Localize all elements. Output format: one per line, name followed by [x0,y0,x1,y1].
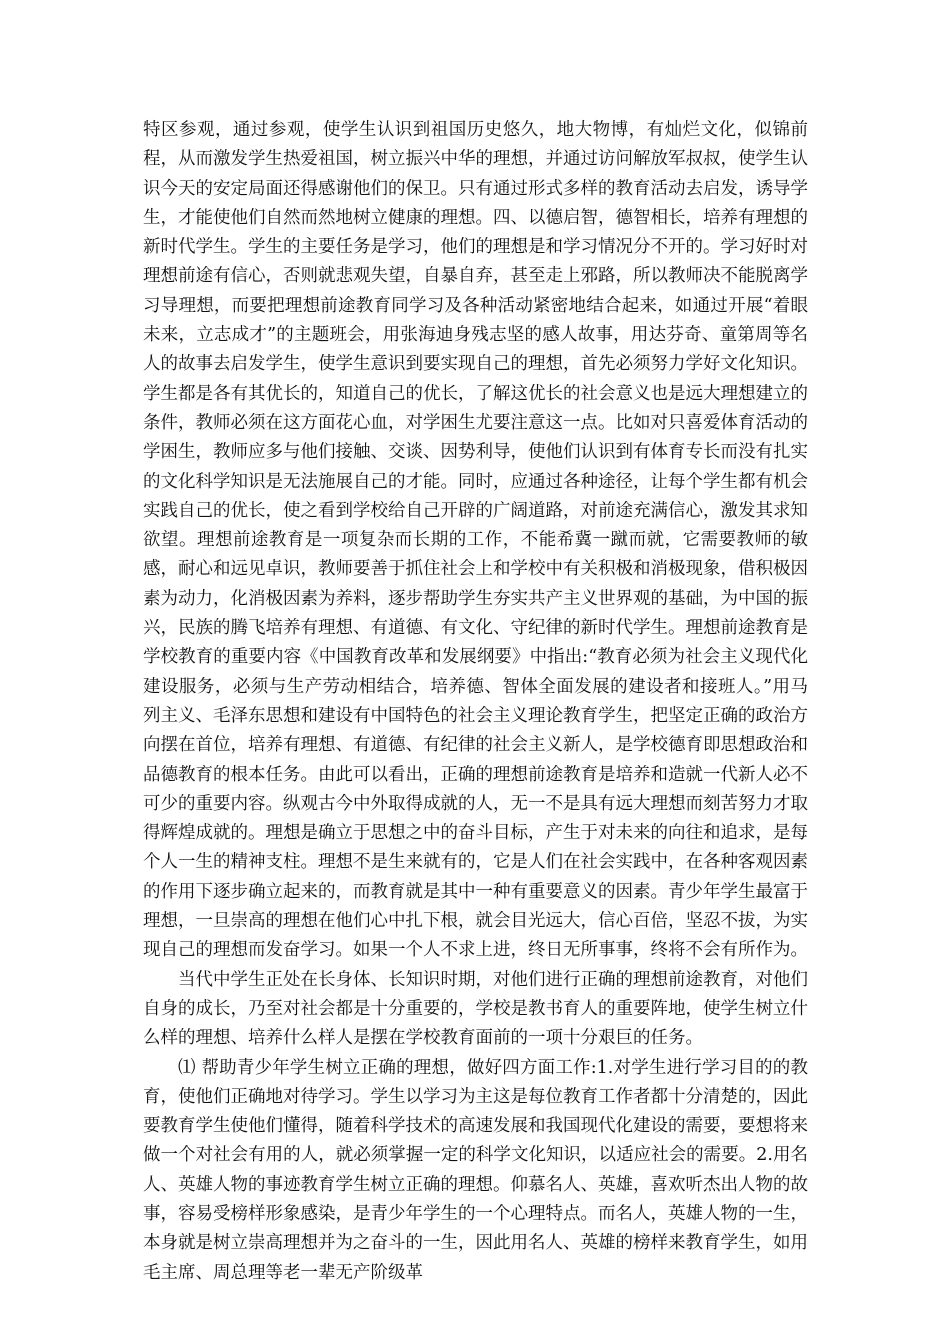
paragraph-3: ⑴ 帮助青少年学生树立正确的理想，做好四方面工作:1.对学生进行学习目的的教育，使他们正确地对待学习。学生以学习为主这是每位教育工作者都十分清楚的，因此要教育学生使他们懂得，随着科学技术的高速发展和我国现代化建设的需要，要想将来做一个对社会有用的人，就必须掌握一定的科学文化知识，以适应社会的需要。2.用名人、英雄人物的事迹教育学生树立正确的理想。仰慕名人、英雄，喜欢听杰出人物的故事，容易受榜样形象感染，是青少年学生的一个心理特点。而名人，英雄人物的一生，本身就是树立崇高理想并为之奋斗的一生，因此用名人、英雄的榜样来教育学生，如用毛主席、周总理等老一辈无产阶级革 [143,1057,808,1283]
paragraph-2: 当代中学生正处在长身体、长知识时期，对他们进行正确的理想前途教育，对他们自身的成长，乃至对社会都是十分重要的，学校是教书育人的重要阵地，使学生树立什么样的理想、培养什么样人是摆在学校教育面前的一项十分艰巨的任务。 [143,969,808,1049]
document-body [143,116,808,1288]
paragraph-1: 特区参观，通过参观，使学生认识到祖国历史悠久，地大物博，有灿烂文化，似锦前程，从而激发学生热爱祖国，树立振兴中华的理想，并通过访问解放军叔叔，使学生认识今天的安定局面还得感谢他们的保卫。只有通过形式多样的教育活动去启发，诱导学生，才能使他们自然而然地树立健康的理想。四、以德启智，德智相长，培养有理想的新时代学生。学生的主要任务是学习，他们的理想是和学习情况分不开的。学习好时对理想前途有信心，否则就悲观失望，自暴自弃，甚至走上邪路，所以教师决不能脱离学习导理想，而要把理想前途教育同学习及各种活动紧密地结合起来，如通过开展“着眼未来，立志成才”的主题班会，用张海迪身残志坚的感人故事，用达芬奇、童第周等名人的故事去启发学生，使学生意识到要实现自己的理想，首先必须努力学好文化知识。学生都是各有其优长的，知道自己的优长，了解这优长的社会意义也是远大理想建立的条件，教师必须在这方面花心血，对学困生尤要注意这一点。比如对只喜爱体育活动的学困生，教师应多与他们接触、交谈、因势利导，使他们认识到有体育专长而没有扎实的文化科学知识是无法施展自己的才能。同时，应通过各种途径，让每个学生都有机会实践自己的优长，使之看到学校给自己开辟的广阔道路，对前途充满信心，激发其求知欲望。理想前途教育是一项复杂而长期的工作，不能希冀一蹴而就，它需要教师的敏感，耐心和远见卓识，教师要善于抓住社会上和学校中有关积极和消极现象，借积极因素为动力，化消极因素为养料，逐步帮助学生夯实共产主义世界观的基础，为中国的振兴，民族的腾飞培养有理想、有道德、有文化、守纪律的新时代学生。理想前途教育是学校教育的重要内容《中国教育改革和发展纲要》中指出:“教育必须为社会主义现代化建设服务，必须与生产劳动相结合，培养德、智体全面发展的建设者和接班人。”用马列主义、毛泽东思想和建设有中国特色的社会主义理论教育学生，把坚定正确的政治方向摆在首位，培养有理想、有道德、有纪律的社会主义新人，是学校德育即思想政治和品德教育的根本任务。由此可以看出，正确的理想前途教育是培养和造就一代新人必不可少的重要内容。纵观古今中外取得成就的人，无一不是具有远大理想而刻苦努力才取得辉煌成就的。理想是确立于思想之中的奋斗目标，产生于对未来的向往和追求，是每个人一生的精神支柱。理想不是生来就有的，它是人们在社会实践中，在各种客观因素的作用下逐步确立起来的，而教育就是其中一种有重要意义的因素。青少年学生最富于理想，一旦崇高的理想在他们心中扎下根，就会目光远大，信心百倍，坚忍不拔，为实现自己的理想而发奋学习。如果一个人不求上进，终日无所事事，终将不会有所作为。 [143,120,808,961]
